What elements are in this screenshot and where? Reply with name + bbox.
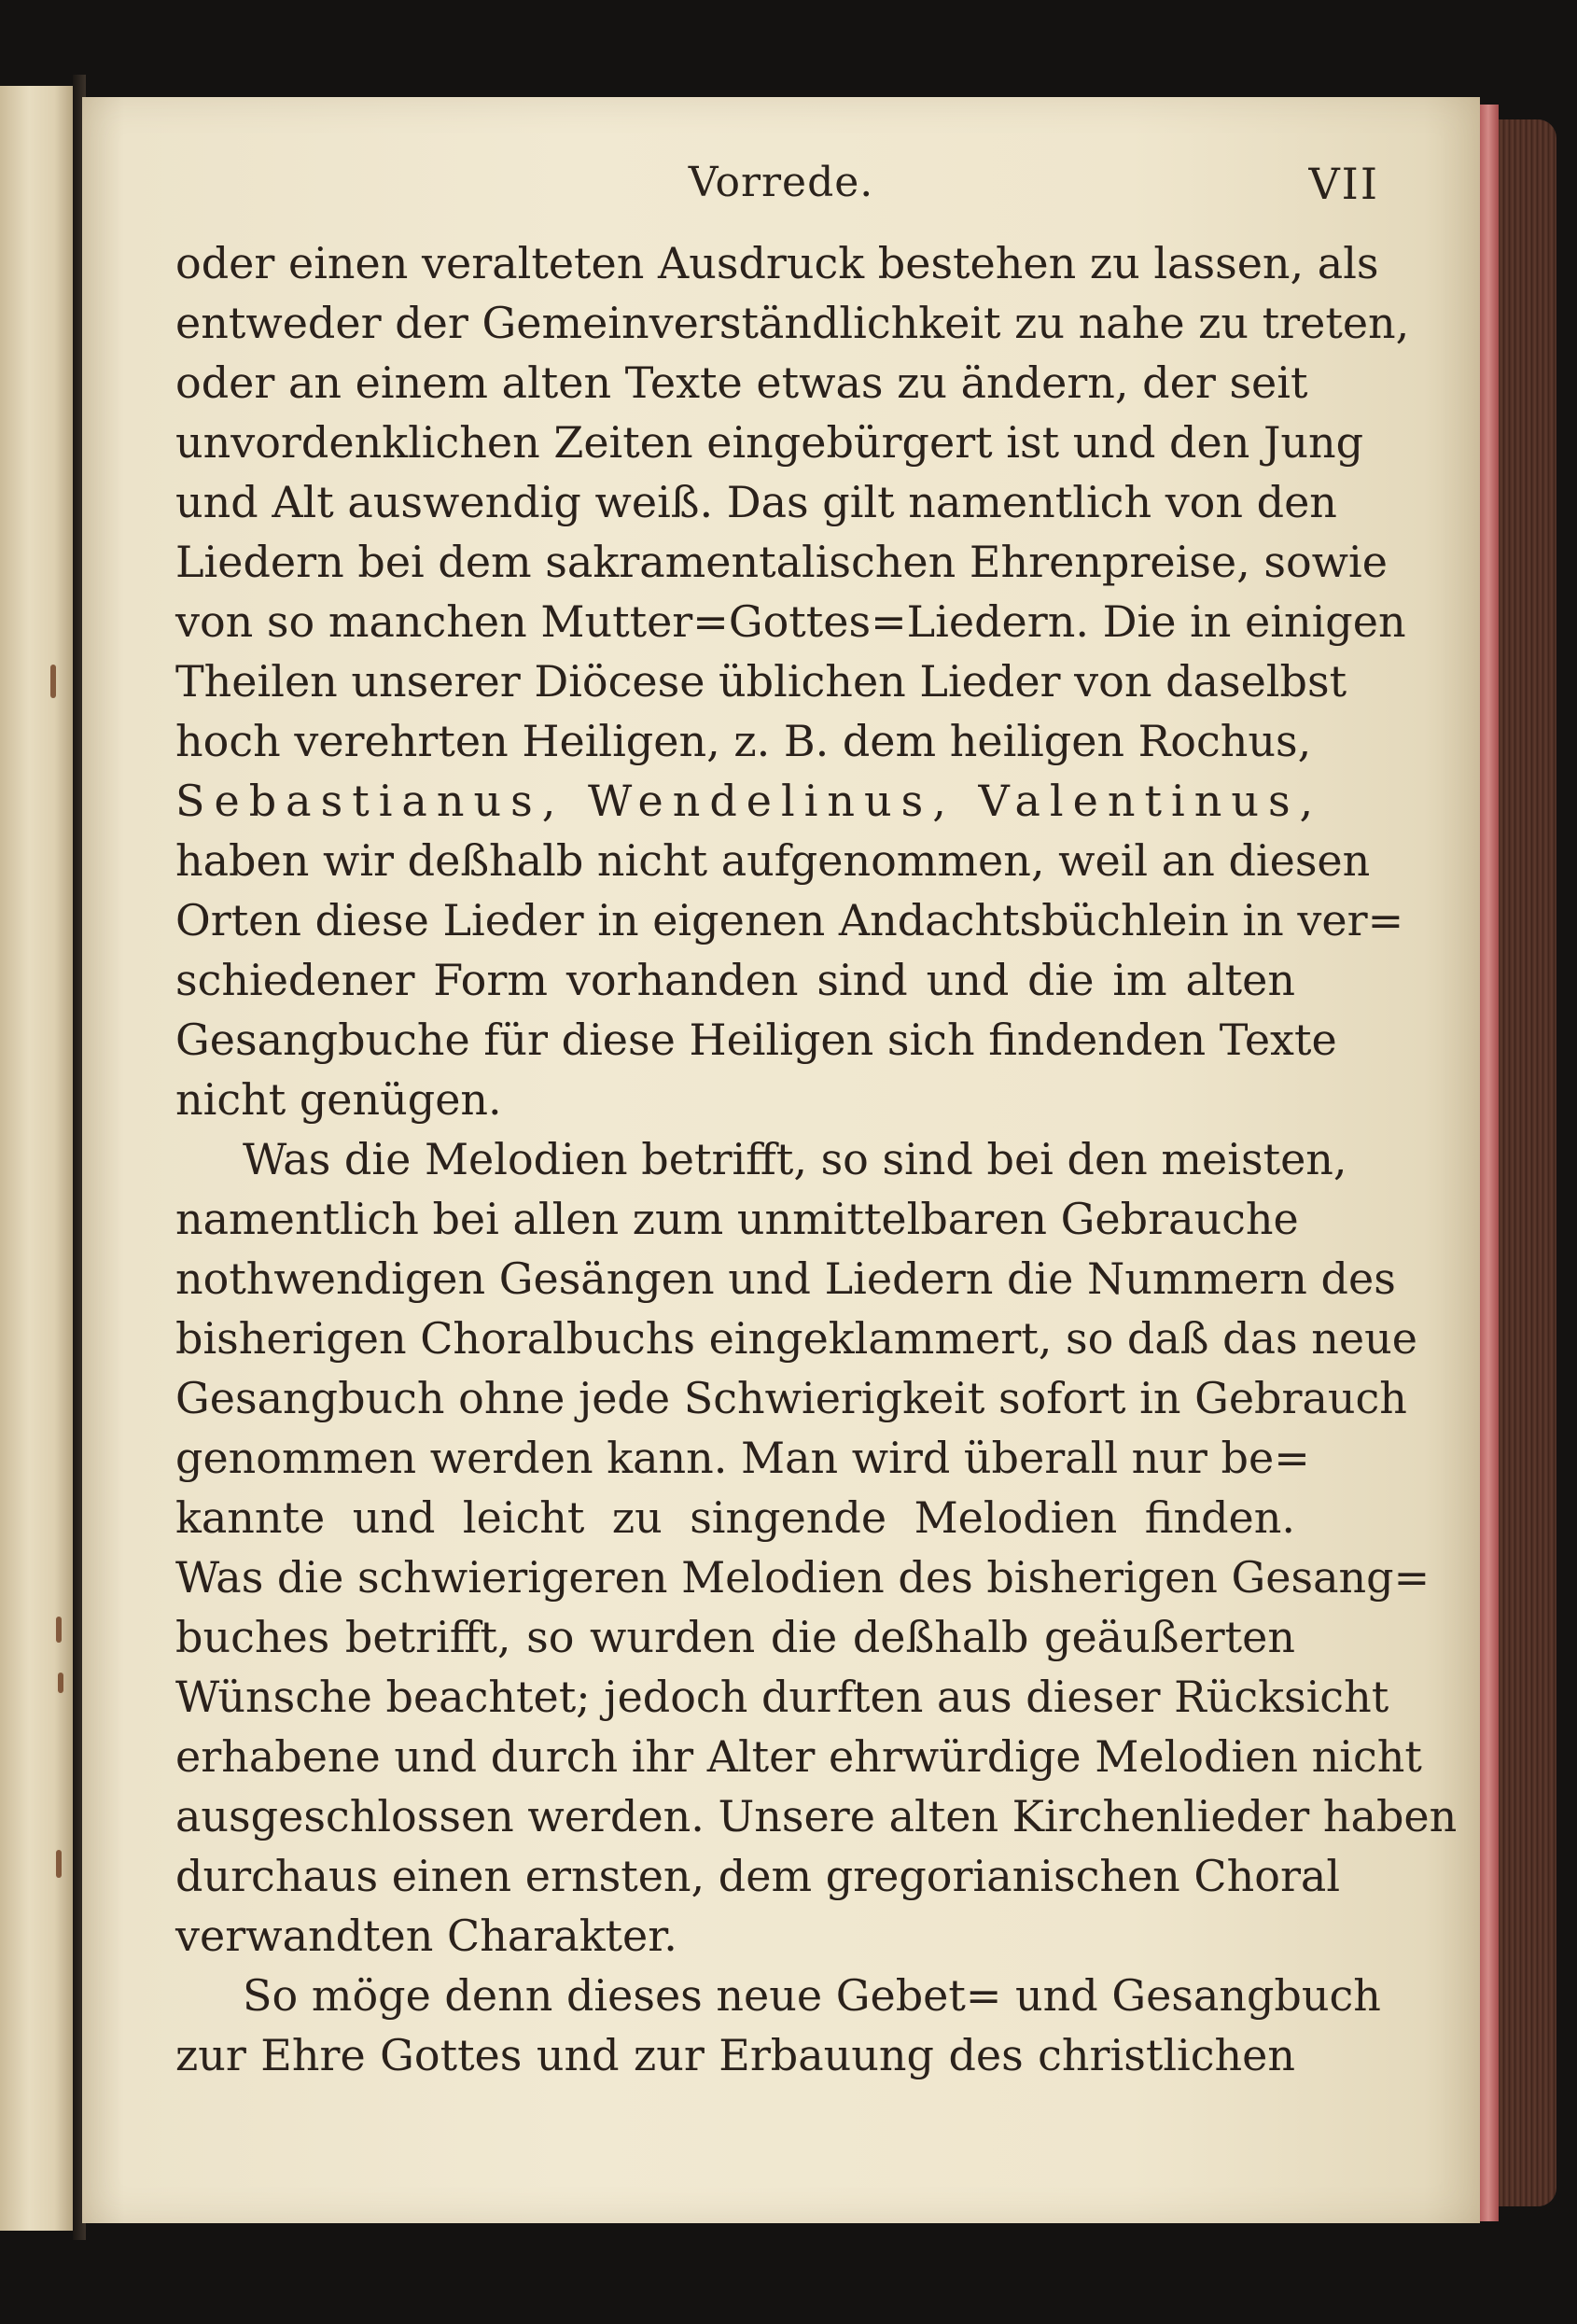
text-line: oder einen veralteten Ausdruck bestehen zu lassen, als xyxy=(175,238,1379,288)
text-line: Sebastianus, Wendelinus, Valentinus, xyxy=(175,776,1323,826)
paragraph xyxy=(175,1129,1458,1966)
text-line: genommen werden kann. Man wird überall nur be= xyxy=(175,1433,1310,1483)
text-line: oder an einem alten Texte etwas zu ändern, der seit xyxy=(175,357,1308,408)
text-line: erhabene und durch ihr Alter ehrwürdige Melodien nicht xyxy=(175,1731,1422,1782)
text-line: haben wir deßhalb nicht aufgenommen, weil an diesen xyxy=(175,835,1371,886)
text-line: buches betrifft, so wurden die deßhalb geäußerten xyxy=(175,1612,1295,1662)
red-page-edge xyxy=(1480,105,1499,2221)
text-line: unvordenklichen Zeiten eingebürgert ist und den Jung xyxy=(175,417,1364,468)
book-page xyxy=(82,97,1480,2223)
paragraph xyxy=(175,233,1410,1129)
page-header xyxy=(82,159,1480,215)
text-line: von so manchen Mutter=Gottes=Liedern. Die in einigen xyxy=(175,596,1406,647)
text-line: bisherigen Choralbuchs eingeklammert, so daß das neue xyxy=(175,1313,1417,1364)
page-stain xyxy=(50,665,56,698)
body-text xyxy=(175,233,1458,2085)
text-line: kannte und leicht zu singende Melodien finden. xyxy=(175,1492,1295,1543)
text-line: Liedern bei dem sakramentalischen Ehrenpreise, sowie xyxy=(175,537,1388,587)
text-line: hoch verehrten Heiligen, z. B. dem heiligen Rochus, xyxy=(175,716,1312,766)
text-line: nicht genügen. xyxy=(175,1074,502,1125)
text-line: Theilen unserer Diöcese üblichen Lieder von daselbst xyxy=(175,656,1347,707)
paragraph xyxy=(175,1966,1381,2085)
text-line: Wünsche beachtet; jedoch durften aus dieser Rücksicht xyxy=(175,1672,1389,1722)
text-line: Was die Melodien betrifft, so sind bei den meisten, xyxy=(243,1134,1347,1184)
text-line: namentlich bei allen zum unmittelbaren Gebrauche xyxy=(175,1194,1299,1244)
text-line: Orten diese Lieder in eigenen Andachtsbüchlein in ver= xyxy=(175,895,1404,945)
text-line: entweder der Gemeinverständlichkeit zu nahe zu treten, xyxy=(175,298,1410,348)
page-stain xyxy=(56,1617,62,1643)
facing-page-edge xyxy=(0,86,75,2231)
running-title: Vorrede. xyxy=(688,159,874,206)
text-line: nothwendigen Gesängen und Liedern die Nummern des xyxy=(175,1253,1396,1304)
page-number: VII xyxy=(1308,159,1379,209)
text-line: und Alt auswendig weiß. Das gilt namentlich von den xyxy=(175,477,1337,527)
page-stain xyxy=(56,1850,62,1878)
text-line: zur Ehre Gottes und zur Erbauung des christlichen xyxy=(175,2030,1295,2080)
text-line: Gesangbuch ohne jede Schwierigkeit sofort in Gebrauch xyxy=(175,1373,1407,1423)
text-line: Gesangbuche für diese Heiligen sich findenden Texte xyxy=(175,1015,1337,1065)
text-line: Was die schwierigeren Melodien des bisherigen Gesang= xyxy=(175,1552,1430,1603)
book-block-edge xyxy=(1499,119,1556,2206)
text-line: durchaus einen ernsten, dem gregorianischen Choral xyxy=(175,1851,1341,1901)
text-line: verwandten Charakter. xyxy=(175,1911,677,1961)
text-line: schiedener Form vorhanden sind und die im alten xyxy=(175,955,1295,1005)
text-line: ausgeschlossen werden. Unsere alten Kirchenlieder haben xyxy=(175,1791,1458,1841)
page-stain xyxy=(58,1673,63,1693)
text-line: So möge denn dieses neue Gebet= und Gesangbuch xyxy=(243,1970,1381,2021)
